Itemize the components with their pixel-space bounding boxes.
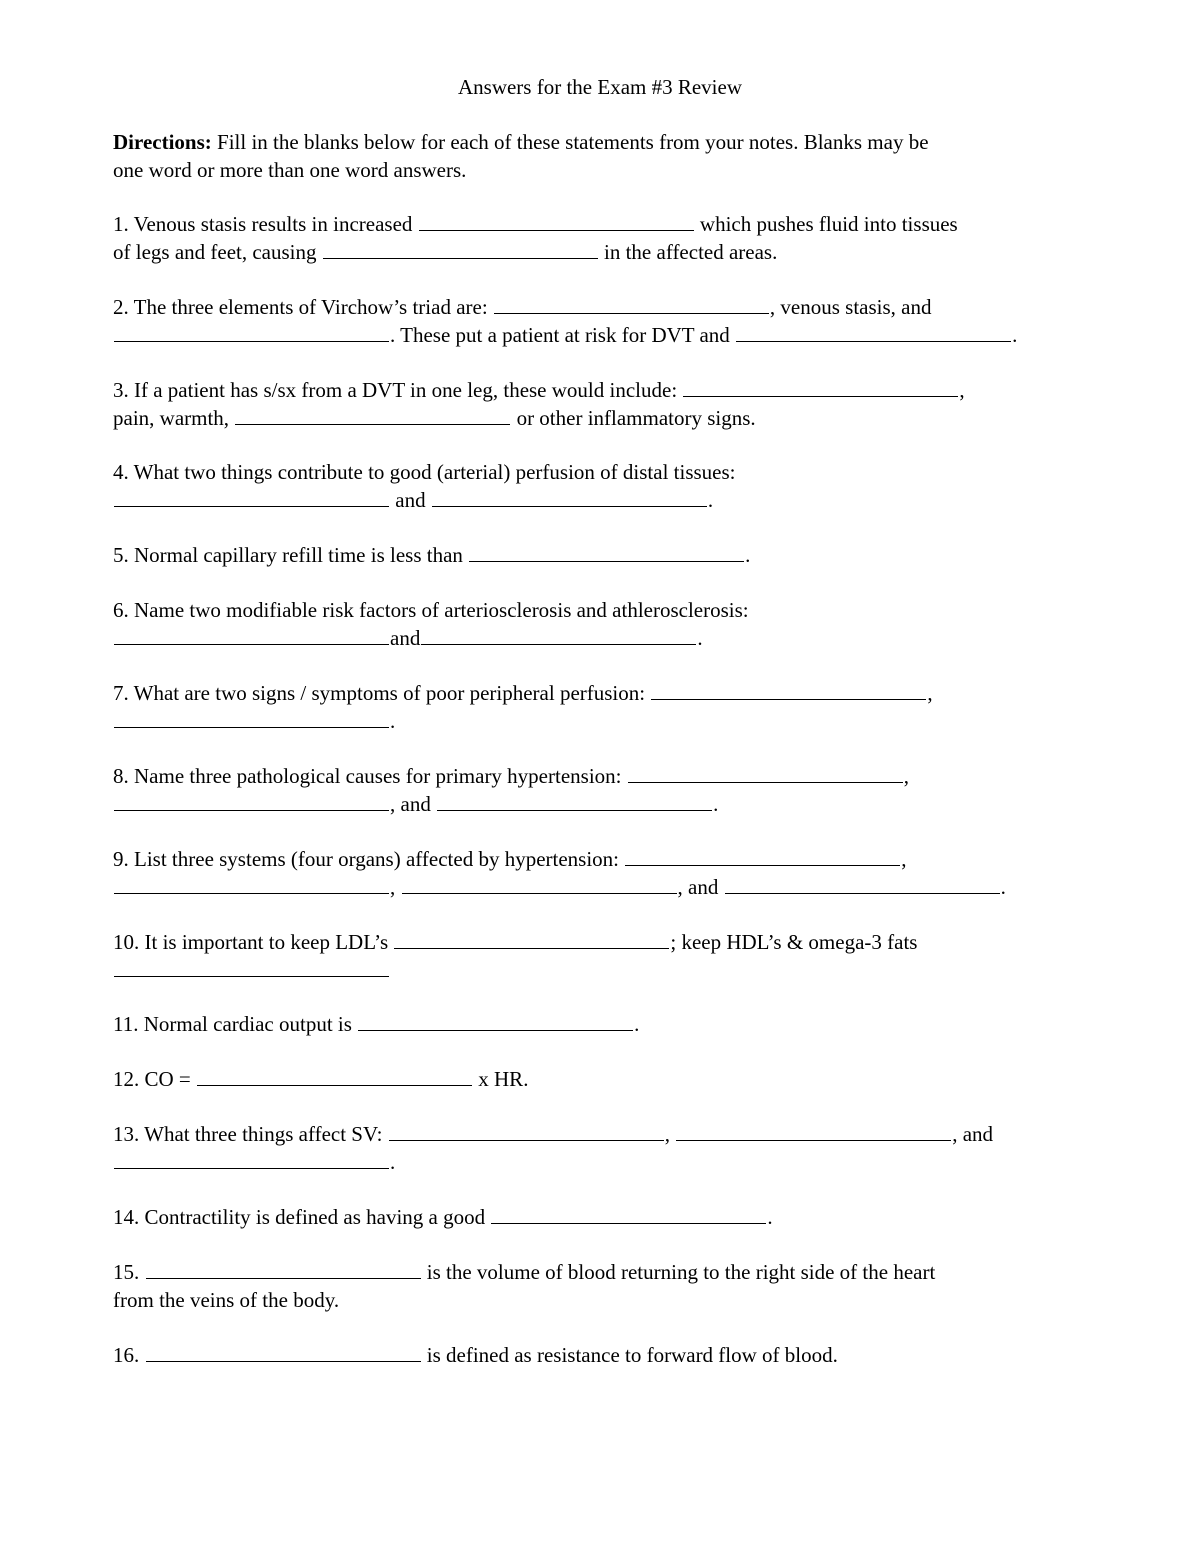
question-12 <box>113 1065 1103 1093</box>
question-2-text: . <box>1012 323 1018 347</box>
answer-blank[interactable] <box>725 892 1000 894</box>
answer-blank[interactable] <box>114 505 389 507</box>
question-15-text: 15. <box>113 1260 145 1284</box>
question-14-text: 14. Contractility is defined as having a good <box>113 1205 491 1229</box>
answer-blank[interactable] <box>114 1167 389 1169</box>
answer-blank[interactable] <box>469 560 744 562</box>
answer-blank[interactable] <box>389 1139 664 1141</box>
question-3 <box>113 376 1103 432</box>
question-13-text: , and <box>952 1122 994 1146</box>
question-1-text: of legs and feet, causing <box>113 240 322 264</box>
question-6 <box>113 596 1103 652</box>
question-3-text: pain, warmth, <box>113 406 235 430</box>
question-4-text: and <box>390 488 431 512</box>
question-16 <box>113 1341 1103 1369</box>
page-title: Answers for the Exam #3 Review <box>457 75 742 99</box>
answer-blank[interactable] <box>114 643 389 645</box>
directions-label: Directions: <box>113 130 212 154</box>
answer-blank[interactable] <box>197 1084 472 1086</box>
question-5-text: . <box>745 543 751 567</box>
question-3-text: or other inflammatory signs. <box>511 406 756 430</box>
question-14 <box>113 1203 1103 1231</box>
question-1 <box>113 210 1103 266</box>
question-3-text: , <box>959 378 965 402</box>
question-10-text: ; keep HDL’s & omega-3 fats <box>670 930 918 954</box>
answer-blank[interactable] <box>491 1222 766 1224</box>
question-1-text: in the affected areas. <box>598 240 778 264</box>
directions <box>113 128 1103 184</box>
answer-blank[interactable] <box>235 423 510 425</box>
question-11-text: 11. Normal cardiac output is <box>113 1012 358 1036</box>
question-13 <box>113 1120 1103 1176</box>
answer-blank[interactable] <box>432 505 707 507</box>
question-8-text: 8. Name three pathological causes for primary hypertension: <box>113 764 627 788</box>
question-8-text: , <box>903 764 909 788</box>
question-7 <box>113 679 1103 735</box>
answer-blank[interactable] <box>736 340 1011 342</box>
answer-blank[interactable] <box>114 809 389 811</box>
question-15-text: from the veins of the body. <box>113 1288 340 1312</box>
question-7-text: . <box>390 709 396 733</box>
answer-blank[interactable] <box>628 781 903 783</box>
question-13-text: 13. What three things affect SV: <box>113 1122 388 1146</box>
question-2 <box>113 293 1103 349</box>
question-10-text: 10. It is important to keep LDL’s <box>113 930 394 954</box>
answer-blank[interactable] <box>358 1029 633 1031</box>
question-13-text: . <box>390 1150 396 1174</box>
question-8-text: . <box>713 792 719 816</box>
question-13-text: , <box>664 1122 676 1146</box>
question-5-text: 5. Normal capillary refill time is less than <box>113 543 469 567</box>
question-12-text: x HR. <box>473 1067 529 1091</box>
answer-blank[interactable] <box>114 340 389 342</box>
answer-blank[interactable] <box>146 1277 421 1279</box>
question-8 <box>113 762 1103 818</box>
question-4-text: 4. What two things contribute to good (arterial) perfusion of distal tissues: <box>113 460 736 484</box>
answer-blank[interactable] <box>114 975 389 977</box>
answer-blank[interactable] <box>394 947 669 949</box>
question-12-text: 12. CO = <box>113 1067 197 1091</box>
question-9-text: , <box>901 847 907 871</box>
answer-blank[interactable] <box>421 643 696 645</box>
answer-blank[interactable] <box>402 892 677 894</box>
answer-blank[interactable] <box>676 1139 951 1141</box>
question-2-text: , venous stasis, and <box>769 295 932 319</box>
question-9-text: , <box>390 875 401 899</box>
answer-blank[interactable] <box>146 1360 421 1362</box>
question-4 <box>113 458 1103 514</box>
answer-blank[interactable] <box>494 312 769 314</box>
question-14-text: . <box>767 1205 773 1229</box>
question-1-text: which pushes fluid into tissues <box>694 212 958 236</box>
answer-blank[interactable] <box>651 698 926 700</box>
question-5 <box>113 541 1103 569</box>
question-16-text: is defined as resistance to forward flow of blood. <box>421 1343 838 1367</box>
question-9-text: , and <box>677 875 724 899</box>
question-1-text: 1. Venous stasis results in increased <box>113 212 418 236</box>
directions-text: Fill in the blanks below for each of these statements from your notes. Blanks may be <box>211 130 929 154</box>
question-3-text: 3. If a patient has s/sx from a DVT in one leg, these would include: <box>113 378 683 402</box>
question-7-text: 7. What are two signs / symptoms of poor peripheral perfusion: <box>113 681 651 705</box>
question-11 <box>113 1010 1103 1038</box>
question-16-text: 16. <box>113 1343 145 1367</box>
question-10 <box>113 928 1103 984</box>
answer-blank[interactable] <box>114 892 389 894</box>
question-15-text: is the volume of blood returning to the right side of the heart <box>421 1260 936 1284</box>
answer-blank[interactable] <box>419 229 694 231</box>
answer-blank[interactable] <box>114 726 389 728</box>
answer-blank[interactable] <box>683 395 958 397</box>
question-6-text: 6. Name two modifiable risk factors of arteriosclerosis and athlerosclerosis: <box>113 598 749 622</box>
question-15 <box>113 1258 1103 1314</box>
question-9 <box>113 845 1103 901</box>
question-6-text: . <box>697 626 703 650</box>
question-2-text: 2. The three elements of Virchow’s triad are: <box>113 295 493 319</box>
directions-text-cont: one word or more than one word answers. <box>113 158 467 182</box>
answer-blank[interactable] <box>625 864 900 866</box>
question-11-text: . <box>634 1012 640 1036</box>
question-9-text: . <box>1000 875 1006 899</box>
question-8-text: , and <box>390 792 437 816</box>
question-4-text: . <box>707 488 714 512</box>
question-2-text: . These put a patient at risk for DVT and <box>390 323 736 347</box>
answer-blank[interactable] <box>323 257 598 259</box>
question-7-text: , <box>927 681 933 705</box>
question-6-text: and <box>390 626 421 650</box>
answer-blank[interactable] <box>437 809 712 811</box>
question-9-text: 9. List three systems (four organs) affected by hypertension: <box>113 847 625 871</box>
